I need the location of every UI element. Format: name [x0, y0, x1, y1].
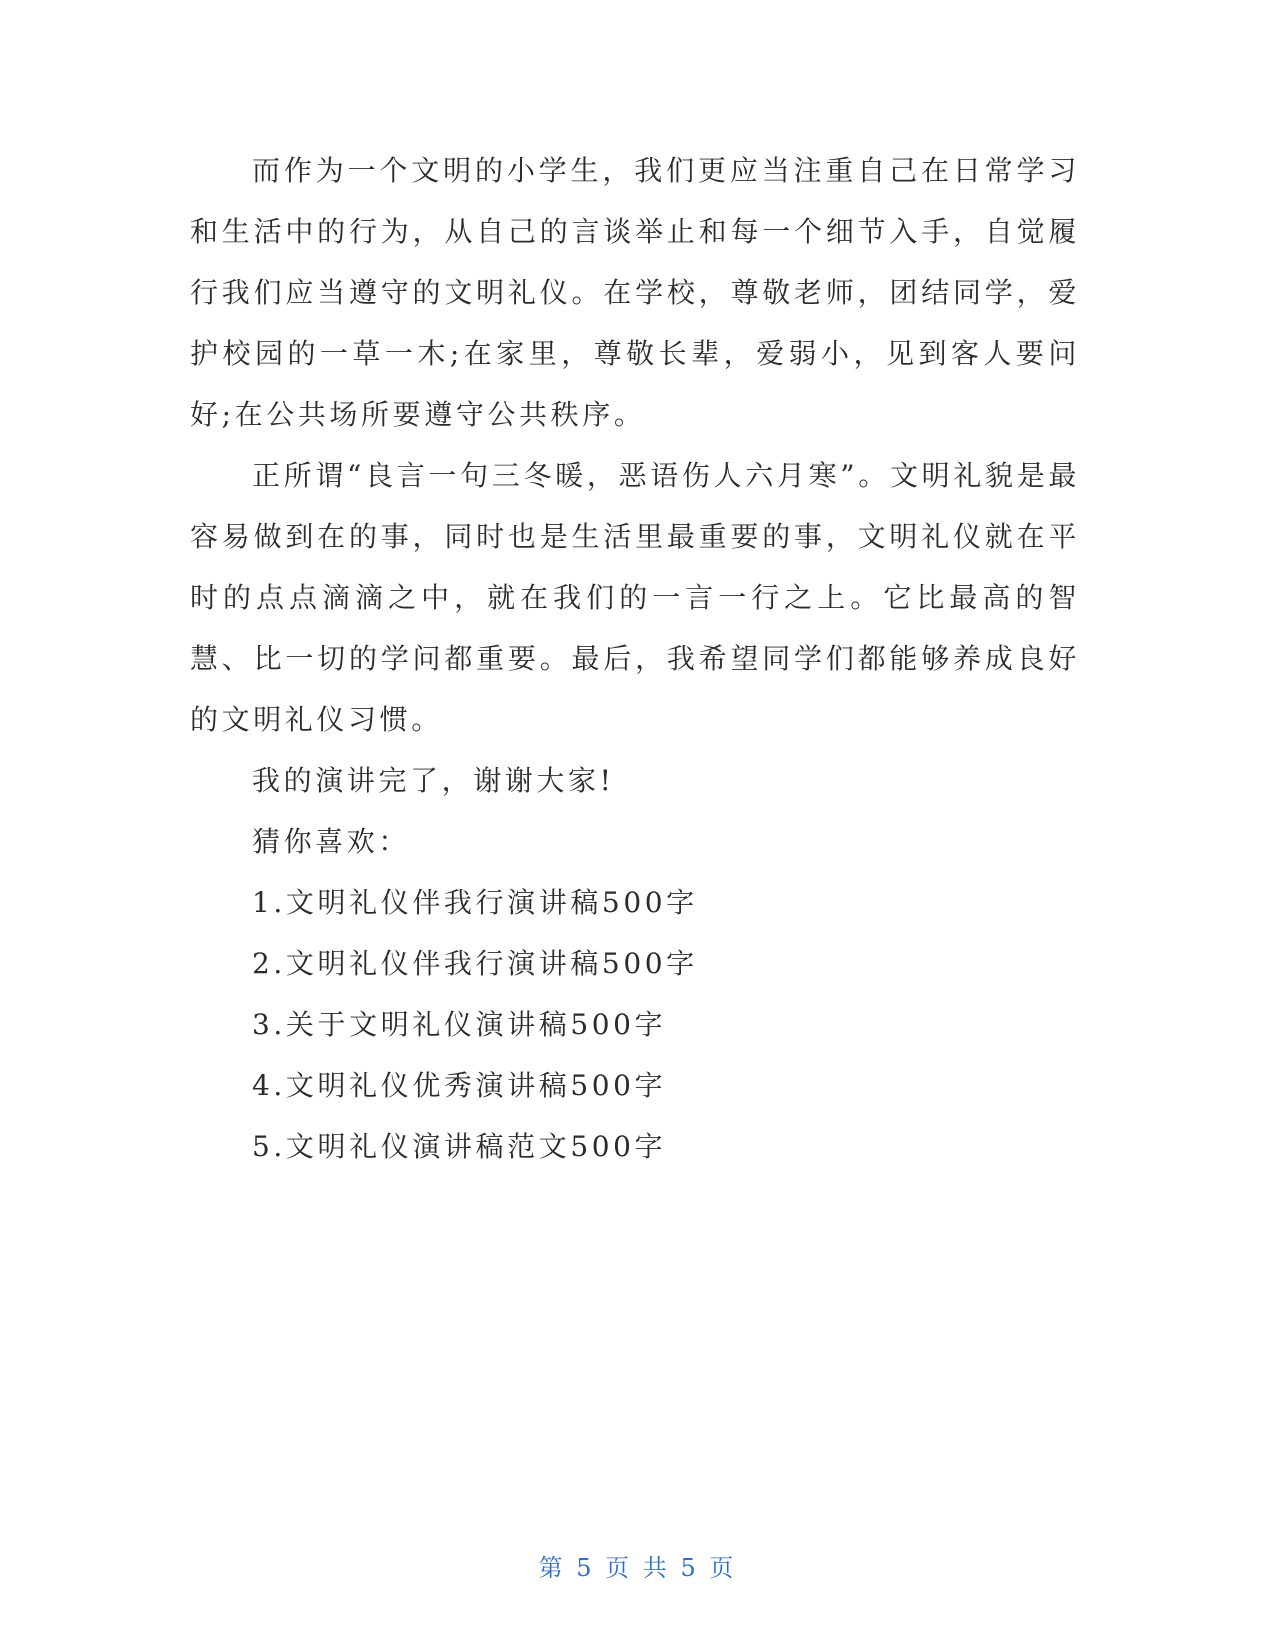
related-link-5[interactable]: 5.文明礼仪演讲稿范文500字	[252, 1130, 667, 1163]
page-number-footer: 第 5 页 共 5 页	[538, 1554, 737, 1582]
related-link-3[interactable]: 3.关于文明礼仪演讲稿500字	[252, 1008, 667, 1041]
related-heading: 猜你喜欢：	[252, 825, 411, 858]
closing-line: 我的演讲完了，谢谢大家!	[252, 764, 615, 797]
document-body	[190, 140, 1080, 1177]
related-link-1[interactable]: 1.文明礼仪伴我行演讲稿500字	[252, 886, 698, 919]
related-link-2[interactable]: 2.文明礼仪伴我行演讲稿500字	[252, 947, 698, 980]
paragraph-proverb: 正所谓“良言一句三冬暖，恶语伤人六月寒”。文明礼貌是最容易做到在的事，同时也是生活里最重要的事，文明礼仪就在平时的点点滴滴之中，就在我们的一言一行之上。它比最高的智慧、比一切的学问都重要。最后，我希望同学们都能够养成良好的文明礼仪习惯。	[190, 459, 1080, 736]
related-link-4[interactable]: 4.文明礼仪优秀演讲稿500字	[252, 1069, 667, 1102]
paragraph-conduct: 而作为一个文明的小学生，我们更应当注重自己在日常学习和生活中的行为，从自己的言谈举止和每一个细节入手，自觉履行我们应当遵守的文明礼仪。在学校，尊敬老师，团结同学，爱护校园的一草一木;在家里，尊敬长辈，爱弱小，见到客人要问好;在公共场所要遵守公共秩序。	[190, 154, 1080, 431]
